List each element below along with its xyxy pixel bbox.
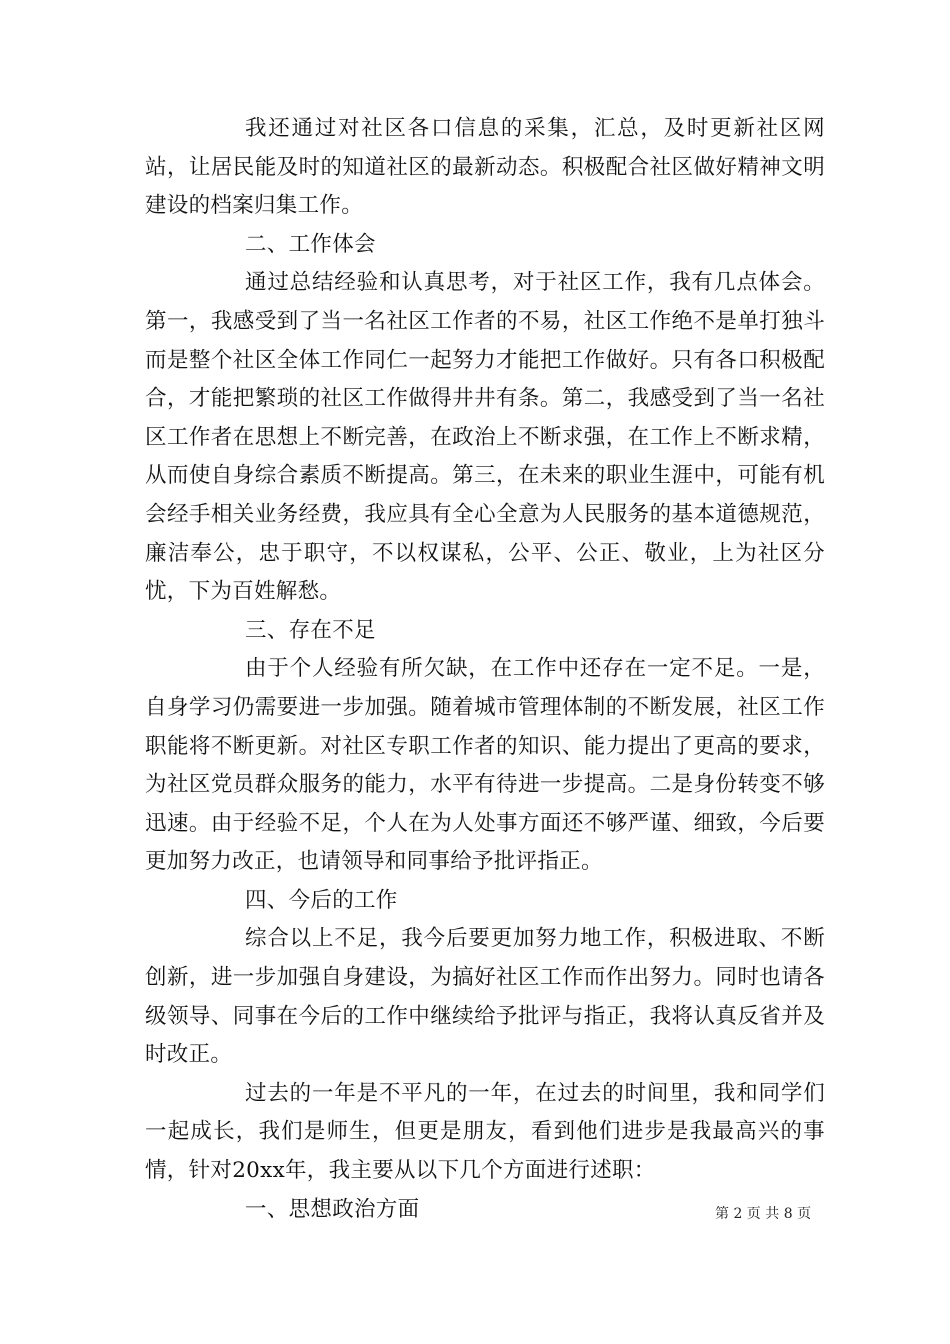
paragraph-work-experience: 通过总结经验和认真思考，对于社区工作，我有几点体会。第一，我感受到了当一名社区工作者的不易，社区工作绝不是单打独斗而是整个社区全体工作同仁一起努力才能把工作做好。只有各口积极配合，才能把繁琐的社区工作做得井井有条。第二，我感受到了当一名社区工作者在思想上不断完善，在政治上不断求强，在工作上不断求精，从而使自身综合素质不断提高。第三，在未来的职业生涯中，可能有机会经手相关业务经费，我应具有全心全意为人民服务的基本道德规范，廉洁奉公，忠于职守，不以权谋私，公平、公正、敬业，上为社区分忧，下为百姓解愁。 (145, 270, 825, 605)
paragraph-future-work: 综合以上不足，我今后要更加努力地工作，积极进取、不断创新，进一步加强自身建设，为搞好社区工作而作出努力。同时也请各级领导、同事在今后的工作中继续给予批评与指正，我将认真反省并及时改正。 (145, 926, 825, 1068)
section-heading-future-work: 四、今后的工作 (245, 887, 398, 913)
section-heading-work-experience: 二、工作体会 (245, 231, 376, 257)
section-heading-political-thought: 一、思想政治方面 (245, 1196, 420, 1222)
page-number-footer: 第 2 页 共 8 页 (715, 1206, 812, 1222)
paragraph-year-review: 过去的一年是不平凡的一年，在过去的时间里，我和同学们一起成长，我们是师生，但更是朋友，看到他们进步是我最高兴的事情，针对20xx年，我主要从以下几个方面进行述职： (145, 1080, 825, 1184)
paragraph-info-collection: 我还通过对社区各口信息的采集，汇总，及时更新社区网站，让居民能及时的知道社区的最新动态。积极配合社区做好精神文明建设的档案归集工作。 (145, 116, 825, 219)
paragraph-shortcomings: 由于个人经验有所欠缺，在工作中还存在一定不足。一是，自身学习仍需要进一步加强。随着城市管理体制的不断发展，社区工作职能将不断更新。对社区专职工作者的知识、能力提出了更高的要求，为社区党员群众服务的能力，水平有待进一步提高。二是身份转变不够迅速。由于经验不足，个人在为人处事方面还不够严谨、细致，今后要更加努力改正，也请领导和同事给予批评指正。 (145, 656, 825, 875)
section-heading-shortcomings: 三、存在不足 (245, 617, 376, 643)
document-body (145, 110, 825, 1229)
